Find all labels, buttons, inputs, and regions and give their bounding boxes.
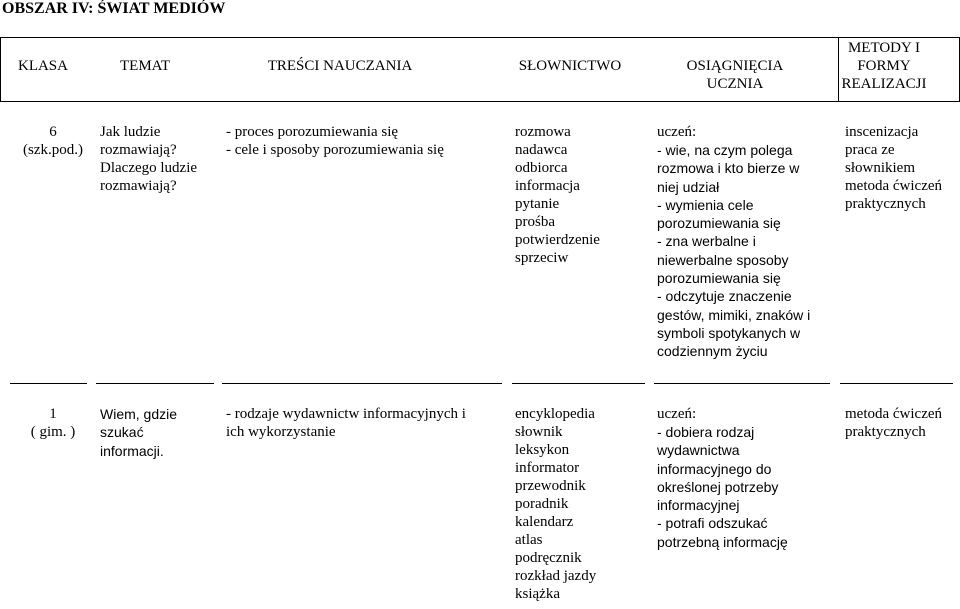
header-osiagniecia: OSIĄGNIĘCIA UCZNIA	[686, 58, 784, 92]
row2-temat: Wiem, gdzie szukać informacji.	[100, 406, 178, 459]
header-border-left	[0, 37, 1, 101]
row2-klasa: 1 ( gim. )	[30, 406, 76, 440]
row1-slownictwo: rozmowa nadawca odbiorca informacja pytanie prośba potwierdzenie sprzeciw	[515, 124, 600, 266]
header-bottom-rule	[0, 101, 960, 102]
row1-tresci: - proces porozumiewania się - cele i sposoby porozumiewania się	[226, 124, 444, 158]
row2-osiagniecia: - dobiera rodzaj wydawnictwa informacyjnego do określonej potrzeby informacyjnej - potrafi odszukać potrzebną informację	[657, 424, 788, 550]
row2-slownictwo: encyklopedia słownik leksykon informator przewodnik poradnik kalendarz atlas podręcznik rozkład jazdy książka	[515, 406, 597, 602]
header-temat: TEMAT	[120, 58, 170, 74]
separator-slownictwo	[512, 383, 645, 384]
row1-temat: Jak ludzie rozmawiają? Dlaczego ludzie rozmawiają?	[100, 124, 198, 194]
header-klasa: KLASA	[17, 58, 68, 74]
separator-osiagniecia	[654, 383, 830, 384]
separator-klasa	[10, 383, 87, 384]
header-slownictwo: SŁOWNICTWO	[518, 58, 622, 74]
row2-metody: metoda ćwiczeń praktycznych	[845, 406, 943, 440]
row1-klasa: 6 (szk.pod.)	[23, 124, 83, 158]
header-top-rule	[0, 37, 960, 38]
page-title: OBSZAR IV: ŚWIAT MEDIÓW	[2, 0, 226, 17]
separator-temat	[96, 383, 214, 384]
row1-osiagniecia-lead: uczeń:	[657, 124, 697, 140]
separator-metody	[840, 383, 953, 384]
separator-tresci	[222, 383, 502, 384]
row1-metody: inscenizacja praca ze słownikiem metoda ćwiczeń praktycznych	[845, 124, 943, 212]
header-tresci: TREŚCI NAUCZANIA	[267, 58, 413, 74]
row2-tresci: - rodzaje wydawnictw informacyjnych i ich wykorzystanie	[226, 406, 466, 440]
header-metody: METODY I FORMY REALIZACJI	[841, 40, 927, 92]
row1-osiagniecia: - wie, na czym polega rozmowa i kto bierze w niej udział - wymienia cele porozumiewania się - zna werbalne i niewerbalne sposoby porozumiewania się - odczytuje znaczenie gestów, mimiki, znaków i symboli spotykanych w codziennym życiu	[657, 142, 811, 360]
row2-osiagniecia-lead: uczeń:	[657, 406, 697, 422]
